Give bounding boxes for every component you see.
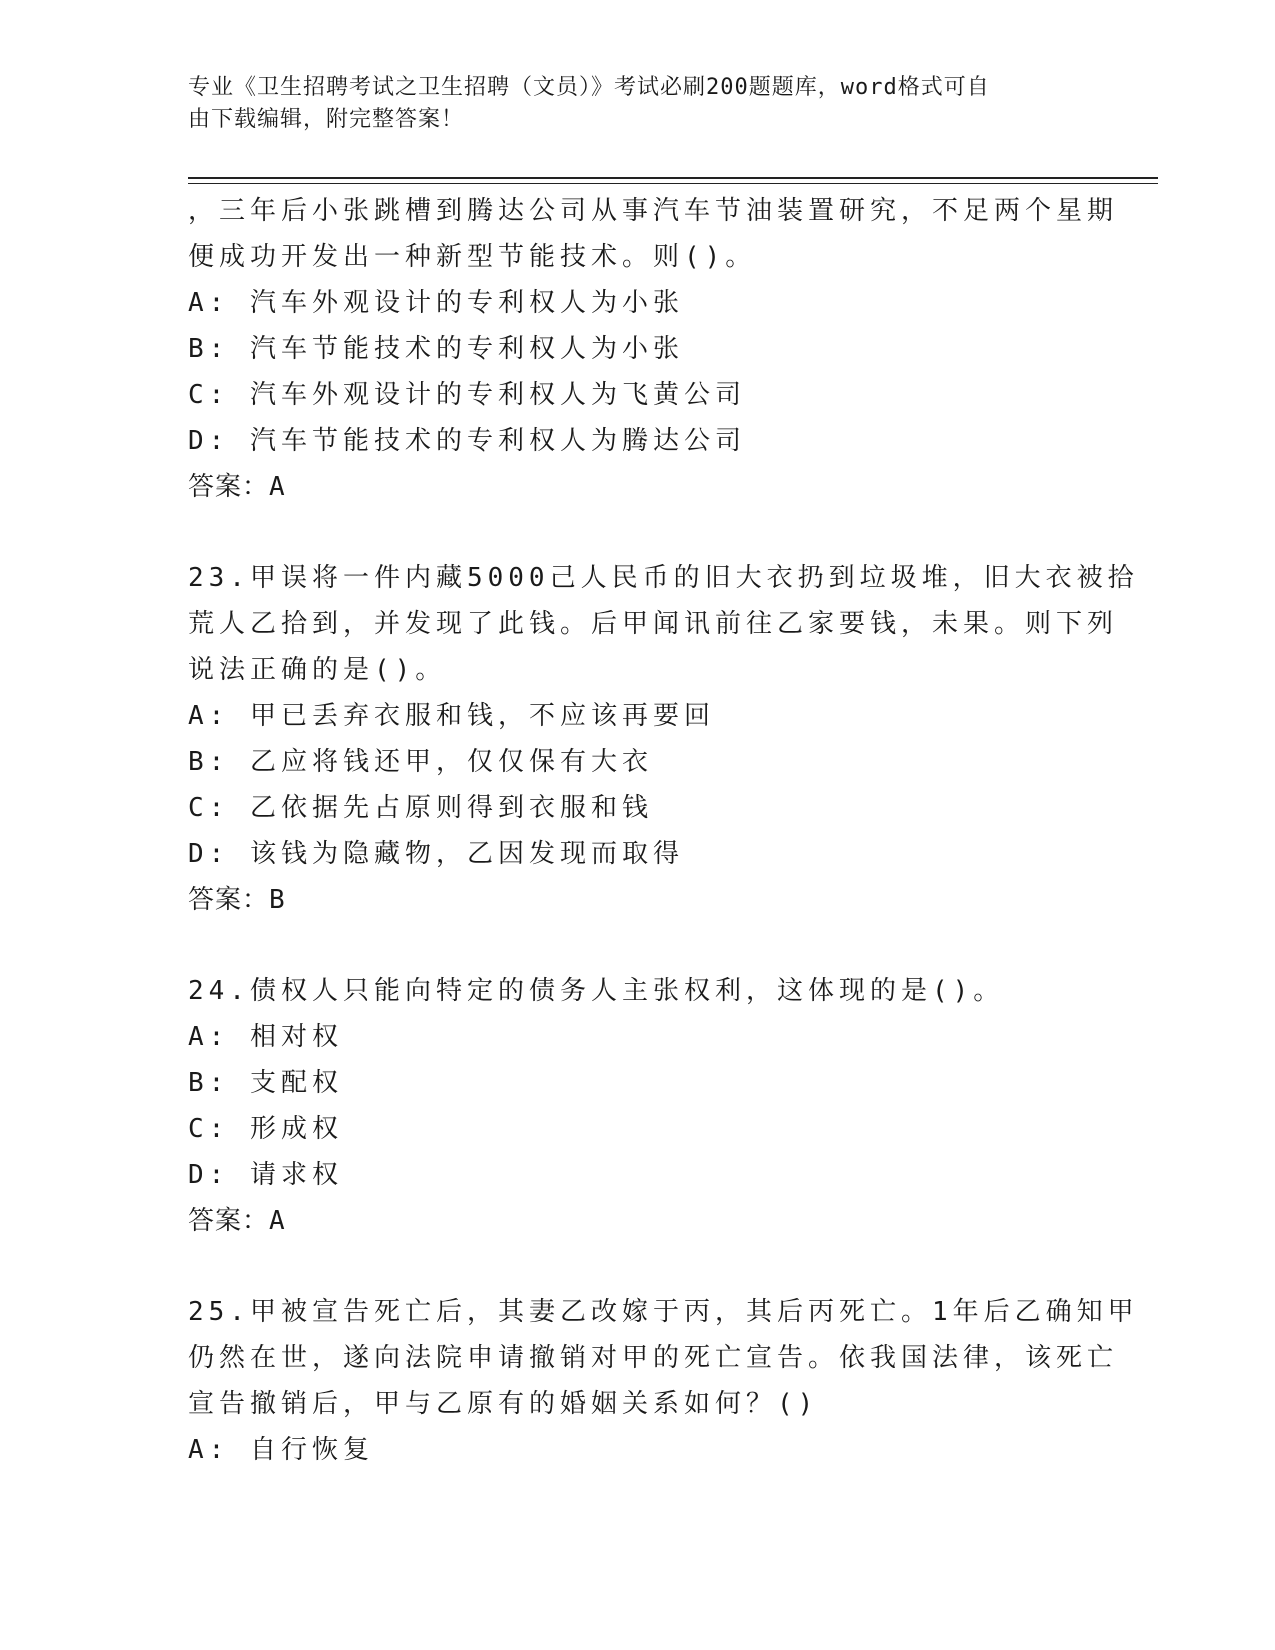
question-stem: 仍然在世，遂向法院申请撤销对甲的死亡宣告。依我国法律，该死亡 xyxy=(188,1343,1119,1373)
option-a: A: 甲已丢弃衣服和钱，不应该再要回 xyxy=(188,701,715,731)
question-24 xyxy=(188,968,1088,1244)
question-22 xyxy=(188,188,1119,510)
answer-line: 答案：A xyxy=(188,472,286,502)
option-d: D: 该钱为隐藏物，乙因发现而取得 xyxy=(188,839,684,869)
question-stem: 23.甲误将一件内藏5000己人民币的旧大衣扔到垃圾堆，旧大衣被拾 xyxy=(188,563,1139,593)
header-rule-thin xyxy=(188,183,1158,184)
option-c: C: 形成权 xyxy=(188,1114,343,1144)
option-a: A: 自行恢复 xyxy=(188,1435,374,1465)
header-line-2: 由下载编辑，附完整答案！ xyxy=(188,107,465,132)
question-stem: ，三年后小张跳槽到腾达公司从事汽车节油装置研究，不足两个星期 xyxy=(188,196,1119,226)
header-rule-thick xyxy=(188,177,1158,179)
question-23 xyxy=(188,555,1139,923)
question-stem: 说法正确的是()。 xyxy=(188,655,447,685)
question-25 xyxy=(188,1289,1139,1473)
option-a: A: 汽车外观设计的专利权人为小张 xyxy=(188,288,684,318)
option-b: B: 乙应将钱还甲，仅仅保有大衣 xyxy=(188,747,653,777)
option-c: C: 汽车外观设计的专利权人为飞黄公司 xyxy=(188,380,746,410)
question-stem: 24.债权人只能向特定的债务人主张权利，这体现的是()。 xyxy=(188,976,1005,1006)
answer-line: 答案：B xyxy=(188,885,286,915)
question-stem: 宣告撤销后，甲与乙原有的婚姻关系如何？() xyxy=(188,1389,819,1419)
option-b: B: 支配权 xyxy=(188,1068,343,1098)
option-b: B: 汽车节能技术的专利权人为小张 xyxy=(188,334,684,364)
option-c: C: 乙依据先占原则得到衣服和钱 xyxy=(188,793,653,823)
question-list xyxy=(188,188,1139,1473)
question-stem: 荒人乙拾到，并发现了此钱。后甲闻讯前往乙家要钱，未果。则下列 xyxy=(188,609,1119,639)
option-a: A: 相对权 xyxy=(188,1022,343,1052)
option-d: D: 请求权 xyxy=(188,1160,343,1190)
header-line-1: 专业《卫生招聘考试之卫生招聘（文员）》考试必刷200题题库，word格式可自 xyxy=(188,75,990,100)
option-d: D: 汽车节能技术的专利权人为腾达公司 xyxy=(188,426,746,456)
document-header xyxy=(188,72,1068,136)
question-stem: 25.甲被宣告死亡后，其妻乙改嫁于丙，其后丙死亡。1年后乙确知甲 xyxy=(188,1297,1139,1327)
answer-line: 答案：A xyxy=(188,1206,286,1236)
question-stem: 便成功开发出一种新型节能技术。则()。 xyxy=(188,242,757,272)
